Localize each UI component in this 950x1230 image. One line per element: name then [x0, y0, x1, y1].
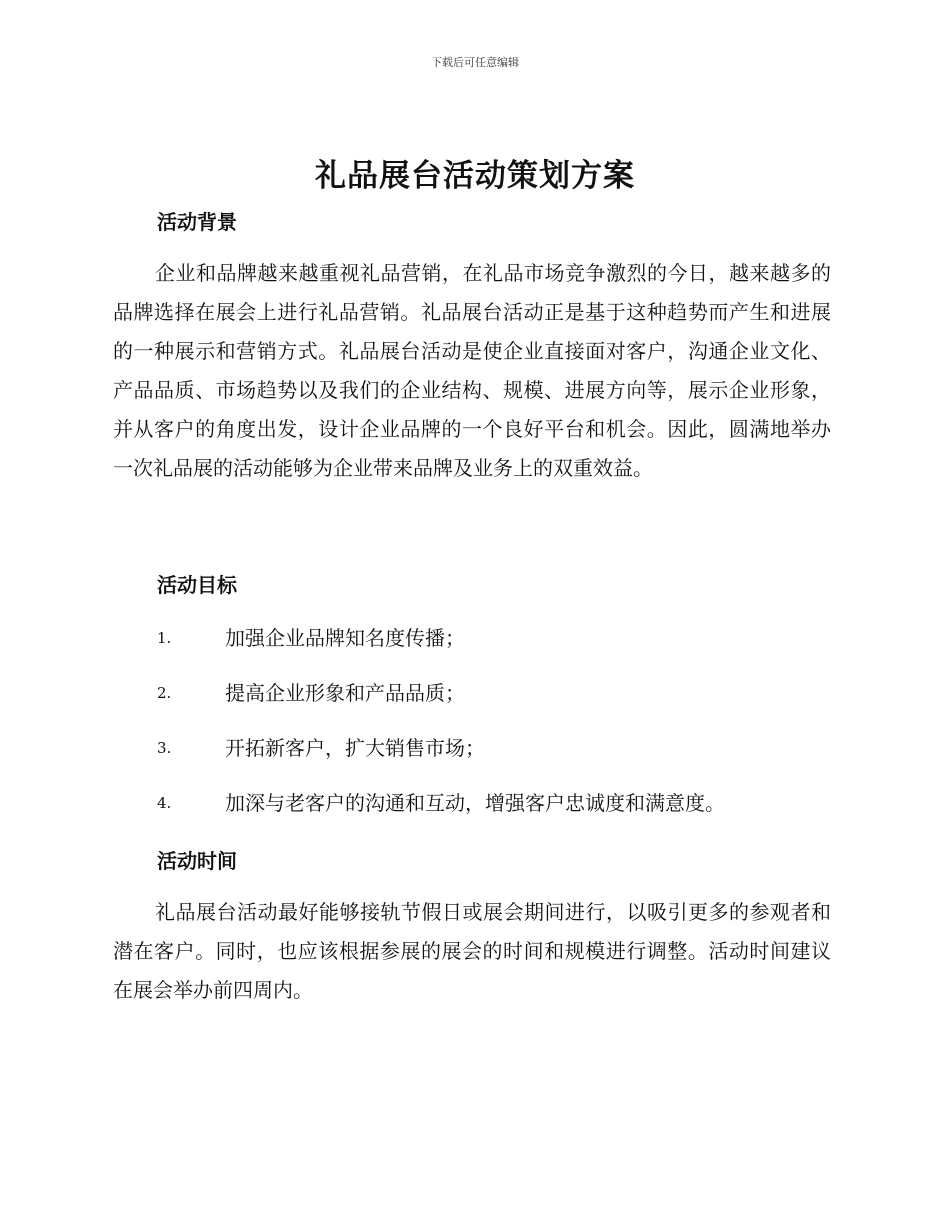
goal-item	[157, 678, 465, 708]
goal-number: 3.	[157, 739, 172, 757]
goal-number: 1.	[157, 629, 172, 647]
goal-item	[157, 733, 485, 763]
time-paragraph: 礼品展台活动最好能够接轨节假日或展会期间进行，以吸引更多的参观者和潜在客户。同时，也应该根据参展的展会的时间和规模进行调整。活动时间建议在展会举办前四周内。	[113, 900, 831, 1002]
goal-item	[157, 623, 465, 653]
background-paragraph: 企业和品牌越来越重视礼品营销，在礼品市场竞争激烈的今日，越来越多的品牌选择在展会上进行礼品营销。礼品展台活动正是基于这种趋势而产生和进展的一种展示和营销方式。礼品展台活动是使企业直接面对客户，沟通企业文化、产品品质、市场趋势以及我们的企业结构、规模、进展方向等，展示企业形象，并从客户的角度出发，设计企业品牌的一个良好平台和机会。因此，圆满地举办一次礼品展的活动能够为企业带来品牌及业务上的双重效益。	[113, 261, 831, 480]
goal-text: 开拓新客户，扩大销售市场；	[225, 736, 485, 760]
section-heading-time: 活动时间	[157, 849, 237, 873]
goal-text: 加深与老客户的沟通和互动，增强客户忠诚度和满意度。	[225, 791, 725, 815]
document-title: 礼品展台活动策划方案	[315, 158, 635, 194]
section-heading-goals: 活动目标	[157, 573, 237, 597]
section-heading-background: 活动背景	[157, 210, 237, 234]
goal-text: 加强企业品牌知名度传播；	[225, 626, 465, 650]
goal-number: 2.	[157, 684, 172, 702]
goal-number: 4.	[157, 794, 172, 812]
header-note: 下载后可任意编辑	[431, 56, 519, 69]
goal-item	[157, 788, 725, 818]
goal-text: 提高企业形象和产品品质；	[225, 681, 465, 705]
